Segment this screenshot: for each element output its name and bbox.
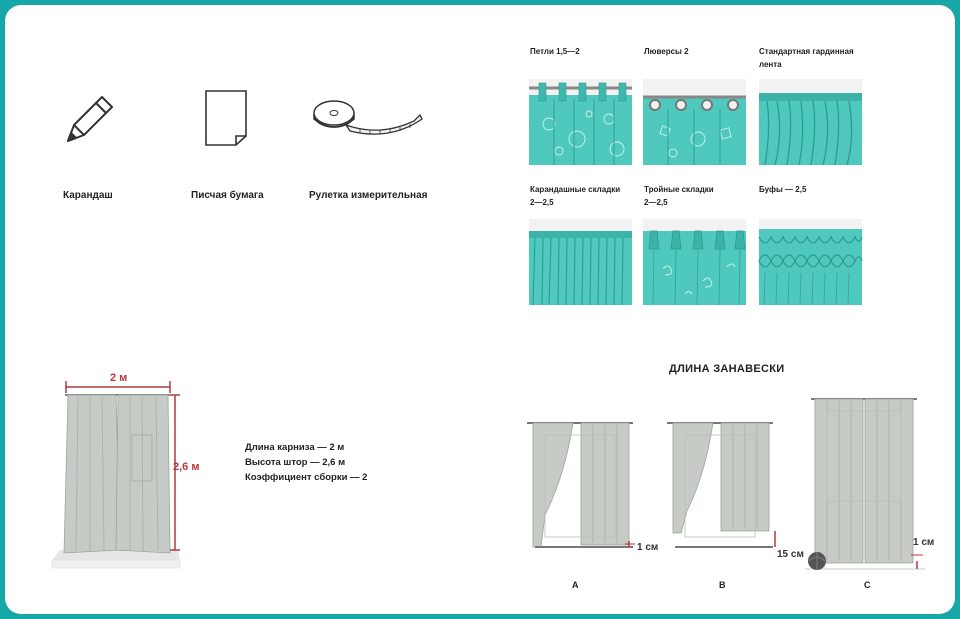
length-section-title: ДЛИНА ЗАНАВЕСКИ <box>669 363 785 375</box>
length-example-b <box>665 415 805 565</box>
example-spec-line: Коэффициент сборки — 2 <box>245 472 368 483</box>
pencil-pleat-thumbnail <box>529 219 632 305</box>
example-curtain-illustration <box>50 365 240 575</box>
paper-label: Писчая бумага <box>191 190 264 201</box>
option-a-label: A <box>572 580 579 590</box>
gap-label-b: 15 см <box>777 549 804 560</box>
tape-measure-label: Рулетка измерительная <box>309 190 428 201</box>
example-spec-line: Высота штор — 2,6 м <box>245 457 346 468</box>
header-type-label: Петли 1,5—2 <box>530 47 580 56</box>
grommet-thumbnail <box>643 79 746 165</box>
gap-label-a: 1 см <box>637 542 659 553</box>
triple-pleat-thumbnail <box>643 219 746 305</box>
header-type-label: Буфы — 2,5 <box>759 185 807 194</box>
header-type-label: Тройные складки 2—2,5 <box>644 185 714 207</box>
option-c-label: C <box>864 580 871 590</box>
smocked-thumbnail <box>759 219 862 305</box>
paper-icon <box>205 90 247 146</box>
height-dimension-label: 2,6 м <box>173 461 200 473</box>
header-type-label: Стандартная гардинная лента <box>759 47 854 69</box>
length-example-c <box>805 393 945 573</box>
tape-measure-icon <box>310 95 430 147</box>
page-sheet <box>5 5 955 614</box>
header-type-label: Карандашные складки 2—2,5 <box>530 185 621 207</box>
width-dimension-label: 2 м <box>110 372 128 384</box>
header-type-label: Люверсы 2 <box>644 47 689 56</box>
standard-tape-thumbnail <box>759 79 862 165</box>
option-b-label: B <box>719 580 726 590</box>
example-spec-line: Длина карниза — 2 м <box>245 442 345 453</box>
pencil-label: Карандаш <box>63 190 113 201</box>
tab-top-thumbnail <box>529 79 632 165</box>
gap-label-c: 1 см <box>913 537 935 548</box>
length-example-a <box>525 415 665 565</box>
pencil-icon <box>60 89 120 149</box>
